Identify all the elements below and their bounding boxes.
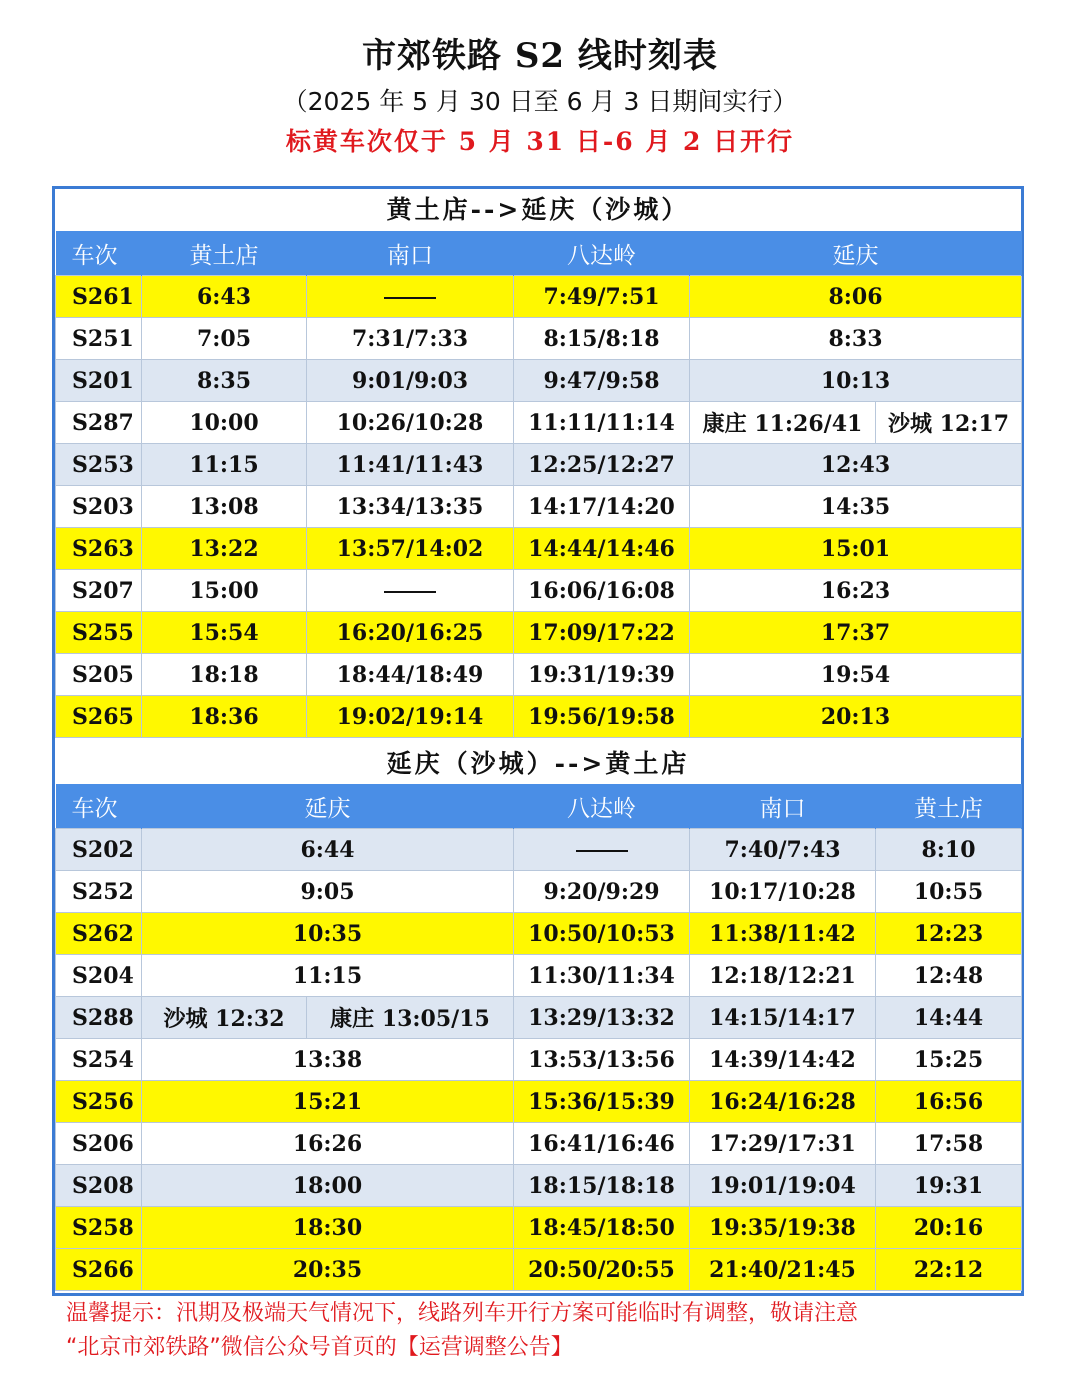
time-yanqing: 8:33 xyxy=(690,318,1022,360)
header-train: 车次 xyxy=(56,784,142,829)
time-badaling: 9:20/9:29 xyxy=(514,871,690,913)
no-stop-dash xyxy=(576,850,628,852)
timetable-row xyxy=(56,1249,1022,1291)
time-badaling: 13:29/13:32 xyxy=(514,997,690,1039)
timetable-row xyxy=(56,871,1022,913)
time-huangtudian: 17:58 xyxy=(876,1123,1022,1165)
timetable-row xyxy=(56,654,1022,696)
timetable-row xyxy=(56,528,1022,570)
header-train: 车次 xyxy=(56,231,142,276)
time-huangtudian: 12:23 xyxy=(876,913,1022,955)
time-nankou: 19:01/19:04 xyxy=(690,1165,876,1207)
header-huangtudian: 黄土店 xyxy=(876,784,1022,829)
timetable-row xyxy=(56,402,1022,444)
time-badaling: 11:30/11:34 xyxy=(514,955,690,997)
timetable-row xyxy=(56,1039,1022,1081)
time-huangtudian: 15:54 xyxy=(142,612,307,654)
time-badaling: 18:45/18:50 xyxy=(514,1207,690,1249)
time-nankou xyxy=(307,276,514,318)
no-stop-dash xyxy=(384,591,436,593)
train-number: S207 xyxy=(56,570,142,612)
time-nankou: 7:40/7:43 xyxy=(690,829,876,871)
time-yanqing: 13:38 xyxy=(142,1039,514,1081)
train-number: S251 xyxy=(56,318,142,360)
header-yanqing: 延庆 xyxy=(690,231,1022,276)
time-huangtudian: 18:18 xyxy=(142,654,307,696)
time-nankou: 16:24/16:28 xyxy=(690,1081,876,1123)
time-badaling: 14:44/14:46 xyxy=(514,528,690,570)
time-yanqing: 17:37 xyxy=(690,612,1022,654)
train-number: S262 xyxy=(56,913,142,955)
time-yanqing: 10:35 xyxy=(142,913,514,955)
header-badaling: 八达岭 xyxy=(514,231,690,276)
inbound-section-title: 延庆（沙城）-->黄土店 xyxy=(55,744,1021,784)
timetable-row xyxy=(56,696,1022,738)
timetable-row xyxy=(56,486,1022,528)
time-badaling: 13:53/13:56 xyxy=(514,1039,690,1081)
timetable-row xyxy=(56,1123,1022,1165)
time-yanqing: 16:26 xyxy=(142,1123,514,1165)
footer-tip-line2: “北京市郊铁路”微信公众号首页的【运营调整公告】 xyxy=(66,1335,573,1360)
validity-period: （2025 年 5 月 30 日至 6 月 3 日期间实行） xyxy=(282,87,798,116)
time-nankou xyxy=(307,570,514,612)
train-number: S266 xyxy=(56,1249,142,1291)
outbound-header-row xyxy=(56,231,1022,276)
time-badaling xyxy=(514,829,690,871)
time-huangtudian: 16:56 xyxy=(876,1081,1022,1123)
time-badaling: 14:17/14:20 xyxy=(514,486,690,528)
time-huangtudian: 11:15 xyxy=(142,444,307,486)
time-huangtudian: 15:00 xyxy=(142,570,307,612)
time-huangtudian: 7:05 xyxy=(142,318,307,360)
time-badaling: 11:11/11:14 xyxy=(514,402,690,444)
timetable-row xyxy=(56,360,1022,402)
time-badaling: 19:56/19:58 xyxy=(514,696,690,738)
time-yanqing: 18:30 xyxy=(142,1207,514,1249)
timetable-row xyxy=(56,276,1022,318)
header-huangtudian: 黄土店 xyxy=(142,231,307,276)
header-nankou: 南口 xyxy=(690,784,876,829)
time-yanqing: 8:06 xyxy=(690,276,1022,318)
time-huangtudian: 12:48 xyxy=(876,955,1022,997)
time-huangtudian: 22:12 xyxy=(876,1249,1022,1291)
time-yanqing: 11:15 xyxy=(142,955,514,997)
time-nankou: 19:35/19:38 xyxy=(690,1207,876,1249)
header-yanqing: 延庆 xyxy=(142,784,514,829)
time-badaling: 17:09/17:22 xyxy=(514,612,690,654)
time-nankou: 14:39/14:42 xyxy=(690,1039,876,1081)
outbound-timetable xyxy=(55,231,1022,738)
time-badaling: 20:50/20:55 xyxy=(514,1249,690,1291)
train-number: S203 xyxy=(56,486,142,528)
time-nankou: 18:44/18:49 xyxy=(307,654,514,696)
time-badaling: 16:06/16:08 xyxy=(514,570,690,612)
train-number: S202 xyxy=(56,829,142,871)
time-nankou: 9:01/9:03 xyxy=(307,360,514,402)
timetable-row xyxy=(56,570,1022,612)
timetable-row xyxy=(56,1081,1022,1123)
time-nankou: 12:18/12:21 xyxy=(690,955,876,997)
time-huangtudian: 10:55 xyxy=(876,871,1022,913)
time-yanqing: 9:05 xyxy=(142,871,514,913)
timetable-row xyxy=(56,444,1022,486)
time-yanqing: 20:13 xyxy=(690,696,1022,738)
time-badaling: 16:41/16:46 xyxy=(514,1123,690,1165)
time-badaling: 12:25/12:27 xyxy=(514,444,690,486)
train-number: S263 xyxy=(56,528,142,570)
train-number: S253 xyxy=(56,444,142,486)
time-nankou: 11:38/11:42 xyxy=(690,913,876,955)
train-number: S287 xyxy=(56,402,142,444)
train-number: S256 xyxy=(56,1081,142,1123)
train-number: S261 xyxy=(56,276,142,318)
inbound-timetable xyxy=(55,784,1022,1291)
time-nankou: 17:29/17:31 xyxy=(690,1123,876,1165)
time-yanqing: 14:35 xyxy=(690,486,1022,528)
time-yanqing: 6:44 xyxy=(142,829,514,871)
time-badaling: 9:47/9:58 xyxy=(514,360,690,402)
time-huangtudian: 13:08 xyxy=(142,486,307,528)
time-huangtudian: 10:00 xyxy=(142,402,307,444)
train-number: S252 xyxy=(56,871,142,913)
time-huangtudian: 13:22 xyxy=(142,528,307,570)
time-nankou: 13:57/14:02 xyxy=(307,528,514,570)
timetable-frame xyxy=(52,186,1024,1296)
timetable-row xyxy=(56,612,1022,654)
time-badaling: 8:15/8:18 xyxy=(514,318,690,360)
timetable-row xyxy=(56,955,1022,997)
train-number: S205 xyxy=(56,654,142,696)
header-badaling: 八达岭 xyxy=(514,784,690,829)
header-nankou: 南口 xyxy=(307,231,514,276)
outbound-section-title: 黄土店-->延庆（沙城） xyxy=(55,189,1021,231)
page-title: 市郊铁路 S2 线时刻表 xyxy=(362,36,718,76)
time-yanqing: 16:23 xyxy=(690,570,1022,612)
time-huangtudian: 6:43 xyxy=(142,276,307,318)
train-number: S204 xyxy=(56,955,142,997)
timetable-row xyxy=(56,997,1022,1039)
time-huangtudian: 8:10 xyxy=(876,829,1022,871)
time-badaling: 10:50/10:53 xyxy=(514,913,690,955)
time-badaling: 7:49/7:51 xyxy=(514,276,690,318)
time-kangzhuang: 康庄 11:26/41 xyxy=(690,402,876,444)
train-number: S254 xyxy=(56,1039,142,1081)
time-yanqing: 19:54 xyxy=(690,654,1022,696)
train-number: S288 xyxy=(56,997,142,1039)
time-nankou: 10:17/10:28 xyxy=(690,871,876,913)
time-badaling: 15:36/15:39 xyxy=(514,1081,690,1123)
time-nankou: 21:40/21:45 xyxy=(690,1249,876,1291)
footer-tip-line1: 温馨提示：汛期及极端天气情况下，线路列车开行方案可能临时有调整，敬请注意 xyxy=(66,1301,859,1326)
train-number: S201 xyxy=(56,360,142,402)
timetable-row xyxy=(56,318,1022,360)
train-number: S265 xyxy=(56,696,142,738)
timetable-row xyxy=(56,1165,1022,1207)
time-yanqing: 15:21 xyxy=(142,1081,514,1123)
time-nankou: 10:26/10:28 xyxy=(307,402,514,444)
time-nankou: 11:41/11:43 xyxy=(307,444,514,486)
timetable-row xyxy=(56,829,1022,871)
train-number: S206 xyxy=(56,1123,142,1165)
time-badaling: 18:15/18:18 xyxy=(514,1165,690,1207)
highlight-note: 标黄车次仅于 5 月 31 日-6 月 2 日开行 xyxy=(285,127,795,156)
time-badaling: 19:31/19:39 xyxy=(514,654,690,696)
time-yanqing: 18:00 xyxy=(142,1165,514,1207)
time-huangtudian: 8:35 xyxy=(142,360,307,402)
time-huangtudian: 15:25 xyxy=(876,1039,1022,1081)
time-huangtudian: 18:36 xyxy=(142,696,307,738)
train-number: S208 xyxy=(56,1165,142,1207)
time-shacheng: 沙城 12:17 xyxy=(876,402,1022,444)
time-nankou: 14:15/14:17 xyxy=(690,997,876,1039)
time-nankou: 19:02/19:14 xyxy=(307,696,514,738)
time-yanqing: 10:13 xyxy=(690,360,1022,402)
time-nankou: 16:20/16:25 xyxy=(307,612,514,654)
time-yanqing: 20:35 xyxy=(142,1249,514,1291)
time-nankou: 7:31/7:33 xyxy=(307,318,514,360)
time-huangtudian: 19:31 xyxy=(876,1165,1022,1207)
time-yanqing: 15:01 xyxy=(690,528,1022,570)
time-yanqing: 12:43 xyxy=(690,444,1022,486)
train-number: S255 xyxy=(56,612,142,654)
time-shacheng: 沙城 12:32 xyxy=(142,997,307,1039)
time-huangtudian: 20:16 xyxy=(876,1207,1022,1249)
time-kangzhuang: 康庄 13:05/15 xyxy=(307,997,514,1039)
no-stop-dash xyxy=(384,297,436,299)
timetable-row xyxy=(56,1207,1022,1249)
time-huangtudian: 14:44 xyxy=(876,997,1022,1039)
time-nankou: 13:34/13:35 xyxy=(307,486,514,528)
train-number: S258 xyxy=(56,1207,142,1249)
timetable-row xyxy=(56,913,1022,955)
inbound-header-row xyxy=(56,784,1022,829)
